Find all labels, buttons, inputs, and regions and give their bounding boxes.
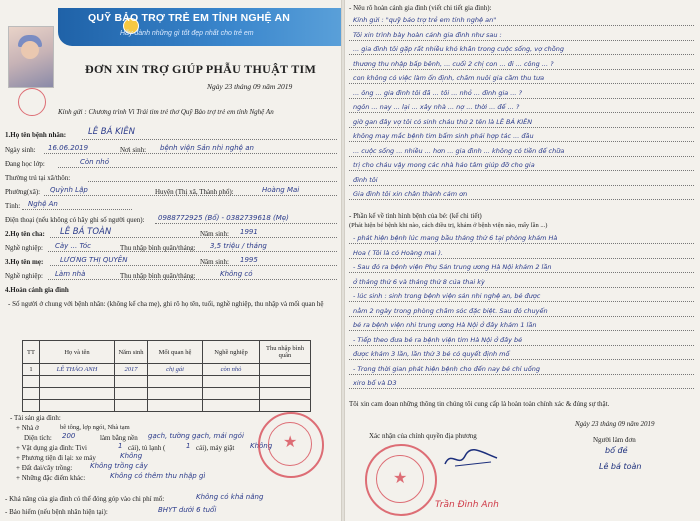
illness-line: - Trong thời gian phát hiện bệnh cho đến nay bé chỉ uống — [353, 364, 541, 373]
patient-name: LÊ BÁ KIÊN — [88, 127, 135, 137]
form-title: ĐƠN XIN TRỢ GIÚP PHẪU THUẬT TIM — [85, 62, 317, 76]
father-job-label: Nghề nghiệp: — [5, 244, 43, 252]
material: gạch, tường gạch, mái ngói — [148, 432, 244, 440]
land-label: + Đất đai/cây trồng: — [16, 464, 73, 472]
official-name: Trần Đình Anh — [435, 500, 499, 510]
story-line: không may mắc bệnh tim bẩm sinh phải hợp tác ... đầu — [353, 132, 534, 140]
family-heading: 4.Hoàn cảnh gia đình — [5, 286, 69, 294]
story-line: đình tôi — [353, 175, 378, 184]
col-year: Năm sinh — [115, 341, 148, 364]
support-label: - Khả năng của gia đình có thể đóng góp vào chi phí mổ: — [5, 495, 165, 503]
salutation: Kính gửi : Chương trình Vì Trái tim trẻ thơ Quỹ Bảo trợ trẻ em tỉnh Nghệ An — [58, 108, 274, 116]
table-row — [23, 400, 311, 412]
transport: Không — [120, 452, 143, 460]
mother-birth-label: Năm sinh: — [200, 258, 229, 266]
illness-line: được khám 3 lần, lần thứ 3 bé có quyết định mổ — [353, 350, 510, 358]
illness-line: ở tháng thứ 6 và tháng thứ 8 của thai kỳ — [353, 277, 485, 286]
illness-line: nằm 2 ngày trong phòng chăm sóc đặc biệt. Sau đó chuyển — [353, 306, 548, 315]
org-slogan: Hãy dành những gì tốt đẹp nhất cho trẻ em — [120, 30, 254, 37]
story-line: trị cho cháu vậy mong các nhà hảo tâm giúp đỡ cho gia — [353, 161, 535, 169]
right-page — [343, 0, 700, 521]
applicant-role: bố đẻ — [605, 446, 628, 455]
house-options: bê tông, lợp ngói, Nhà tạm — [60, 424, 130, 431]
story-line: thương thu nhập bấp bênh, ... cuối 2 chị con ... đi ... công ... ? — [353, 59, 554, 68]
mother-label: 3.Họ tên mẹ: — [5, 258, 44, 266]
tv-count: 1 — [118, 442, 123, 450]
washer: Không — [250, 442, 273, 450]
story-line: ... cuộc sống ... nhiều ... hơn ... gia đình ... không có tiền để chữa — [353, 146, 565, 155]
illness-line: xiro bổ và D3 — [353, 379, 397, 387]
official-seal-left-icon: ★ — [258, 412, 324, 478]
insurance-label: - Bảo hiểm (nếu bệnh nhân hiện tại): — [5, 508, 108, 516]
mother-job-label: Nghề nghiệp: — [5, 272, 43, 280]
mother-job: Làm nhà — [55, 270, 86, 278]
col-job: Nghề nghiệp — [203, 341, 260, 364]
other-label: + Những đặc điểm khác: — [16, 474, 86, 482]
father-birth-label: Năm sinh: — [200, 230, 229, 238]
birthplace: bệnh viện Sản nhi nghệ an — [160, 144, 254, 152]
school: Còn nhỏ — [80, 158, 109, 166]
story-line: ngôn ... nay ... lại ... xây nhà ... nợ ... thời ... để ... ? — [353, 103, 520, 111]
family-members-table — [22, 340, 311, 412]
mother-name: LƯƠNG THỊ QUYÊN — [60, 256, 128, 264]
left-page — [0, 0, 343, 521]
fridge-count: 1 — [186, 442, 191, 450]
items-label: + Vật dụng gia đình: Tivi — [16, 444, 87, 452]
col-income: Thu nhập bình quân — [260, 341, 311, 364]
ward-label: Phường(xã): — [5, 188, 41, 196]
story-line: ... ông ... gia đình tôi đã ... tôi ... nhỏ ... đình gia ... ? — [353, 88, 523, 97]
applicant-name: Lê bá toàn — [599, 462, 642, 471]
illness-line: - lúc sinh : sinh trong bệnh viện sản nhi nghệ an, bé được — [353, 292, 541, 300]
form-date: Ngày 23 tháng 09 năm 2019 — [207, 82, 293, 91]
story-line: ... gia đình tôi gặp rất nhiều khó khăn trong cuộc sống, vợ chồng — [353, 45, 565, 53]
district: Hoàng Mai — [262, 186, 300, 194]
illness-line: - phát hiện bệnh lúc mang bầu tháng thứ 6 tại phòng khám Hà — [353, 234, 558, 242]
org-name: QUỸ BẢO TRỢ TRẺ EM TỈNH NGHỆ AN — [88, 12, 291, 24]
father-job: Cày ... Tóc — [55, 242, 91, 250]
col-relation: Mối quan hệ — [148, 341, 203, 364]
material-label: làm bằng nền — [100, 434, 138, 442]
house-label: + Nhà ở — [16, 424, 39, 432]
province: Nghệ An — [28, 200, 58, 208]
address-label: Thường trú tại xã/thôn: — [5, 174, 71, 182]
sign-date: Ngày 23 tháng 09 năm 2019 — [575, 420, 655, 428]
official-signature-icon — [441, 448, 501, 470]
table-row — [23, 388, 311, 400]
story-line: Kính gửi : "quỹ bảo trợ trẻ em tỉnh nghệ an" — [353, 16, 497, 24]
local-confirm-label: Xác nhận của chính quyền địa phương — [369, 432, 477, 440]
story-line: giờ gan đây vợ tôi có sinh cháu thứ 2 tên là LÊ BÁ KIÊN — [353, 117, 533, 126]
commitment: Tôi xin cam đoan những thông tin chúng tôi cung cấp là hoàn toàn chính xác & đúng sự thật. — [349, 400, 610, 408]
dob: 16.06.2019 — [48, 144, 89, 152]
father-income-label: Thu nhập bình quân/tháng: — [120, 244, 196, 252]
official-seal-right-icon: ★ — [365, 444, 437, 516]
mother-income-label: Thu nhập bình quân/tháng: — [120, 272, 196, 280]
family-sub: - Số người ở chung với bệnh nhân: (không kể cha mẹ), ghi rõ họ tên, tuổi, nghề nghiệp, thu nhập và mối quan hệ — [8, 300, 324, 308]
father-label: 2.Họ tên cha: — [5, 230, 45, 238]
phone-label: Điện thoại (nếu không có hãy ghi số người quen): — [5, 216, 145, 224]
area-label: Diện tích: — [24, 434, 52, 442]
assets-label: - Tài sản gia đình: — [10, 414, 61, 422]
story-line: Gia đình tôi xin chân thành cảm ơn — [353, 190, 468, 198]
district-label: Huyện (Thị xã, Thành phố): — [155, 188, 234, 196]
fridge-label: cái), tủ lạnh ( — [128, 444, 166, 452]
area: 200 — [62, 432, 76, 440]
col-tt: TT — [23, 341, 40, 364]
illness-line: - Sau đó ra bệnh viện Phụ Sản trung ương Hà Nội khám 2 lần — [353, 263, 552, 271]
photo-stamp-icon — [18, 88, 46, 116]
father-name: LÊ BÁ TOÀN — [60, 227, 112, 237]
other: Không có thêm thu nhập gì — [110, 472, 206, 480]
support: Không có khả năng — [196, 493, 264, 501]
table-header-row — [23, 341, 311, 364]
father-birth: 1991 — [240, 228, 258, 236]
illness-line: - Tiếp theo đưa bé ra bệnh viện tim Hà Nội ở đây bé — [353, 335, 523, 344]
mother-income: Không có — [220, 270, 253, 278]
school-label: Đang học lớp: — [5, 160, 45, 168]
ward: Quỳnh Lập — [50, 186, 88, 194]
illness-sub: (Phát hiện bé bệnh khi nào, cách điều trị, khám ở bệnh viện nào, mấy lần ...) — [349, 222, 548, 229]
story-line: con không có việc làm ổn định, chăm nuôi gia cầm thu tưa — [353, 74, 545, 82]
table-row: 1 LÊ THẢO ANH 2017 chị gái còn nhỏ — [23, 364, 311, 376]
applicant-label: Người làm đơn — [593, 436, 636, 444]
illness-heading: - Phần kể về tình hình bệnh của bé: (kể chi tiết) — [349, 212, 482, 220]
father-income: 3,5 triệu / tháng — [210, 242, 267, 250]
mother-birth: 1995 — [240, 256, 258, 264]
transport-label: + Phương tiện đi lại: xe máy — [16, 454, 96, 462]
washer-label: cái), máy giặt — [196, 444, 235, 452]
patient-name-label: 1.Họ tên bệnh nhân: — [5, 131, 67, 139]
table-row — [23, 376, 311, 388]
birthplace-label: Nơi sinh: — [120, 146, 147, 154]
col-name: Họ và tên — [40, 341, 115, 364]
dob-label: Ngày sinh: — [5, 146, 36, 154]
illness-line: Hoa ( Tôi là có Hoàng mai ). — [353, 248, 443, 257]
org-banner — [58, 8, 343, 46]
story-heading: - Nêu rõ hoàn cảnh gia đình (viết chi tiết gia đình): — [349, 4, 492, 12]
patient-photo — [8, 26, 54, 88]
land: Không trồng cây — [90, 462, 148, 470]
illness-line: bé ra bệnh viện nhi trung ương Hà Nội ở đây khám 1 lần — [353, 321, 537, 329]
insurance: BHYT dưới 6 tuổi — [158, 506, 217, 514]
phone: 0988772925 (Bố) - 0382739618 (Mẹ) — [158, 214, 289, 222]
province-label: Tỉnh: — [5, 202, 21, 210]
story-line: Tôi xin trình bày hoàn cảnh gia đình như sau : — [353, 30, 502, 39]
